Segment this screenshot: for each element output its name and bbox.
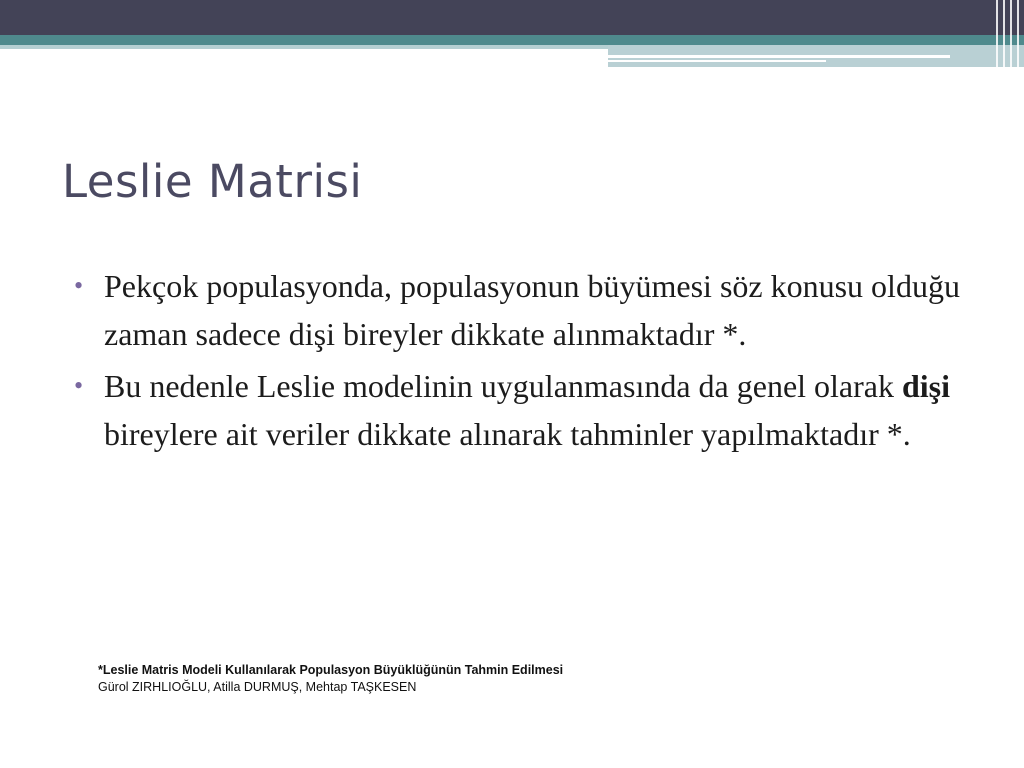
header-band-dark (0, 0, 1024, 35)
reference-footnote (98, 662, 563, 696)
reference-title: *Leslie Matris Modeli Kullanılarak Populasyon Büyüklüğünün Tahmin Edilmesi (98, 663, 564, 677)
bullet-text-after: bireylere ait veriler dikkate alınarak tahminler yapılmaktadır *. (104, 416, 911, 452)
bullet-item-1 (72, 262, 1002, 358)
header-accent-line (608, 55, 950, 58)
slide-title: Leslie Matrisi (62, 155, 363, 208)
header-band-teal (0, 35, 1024, 45)
header-accent-line-short (608, 60, 826, 62)
bullet-dot-icon: • (74, 371, 84, 400)
header-stripes (992, 0, 1024, 70)
header-band-light (0, 45, 608, 49)
bullet-text-bold: dişi (901, 368, 951, 404)
bullet-text: Pekçok populasyonda, populasyonun büyümesi söz konusu olduğu zaman sadece dişi bireyler dikkate alınmaktadır *. (104, 268, 960, 352)
bullet-item-2 (72, 362, 1002, 458)
bullet-dot-icon: • (74, 271, 84, 300)
bullet-text-before: Bu nedenle Leslie modelinin uygulanmasında da genel olarak (104, 368, 902, 404)
reference-authors: Gürol ZIRHLIOĞLU, Atilla DURMUŞ, Mehtap TAŞKESEN (98, 680, 417, 694)
bullet-list (72, 262, 1002, 462)
